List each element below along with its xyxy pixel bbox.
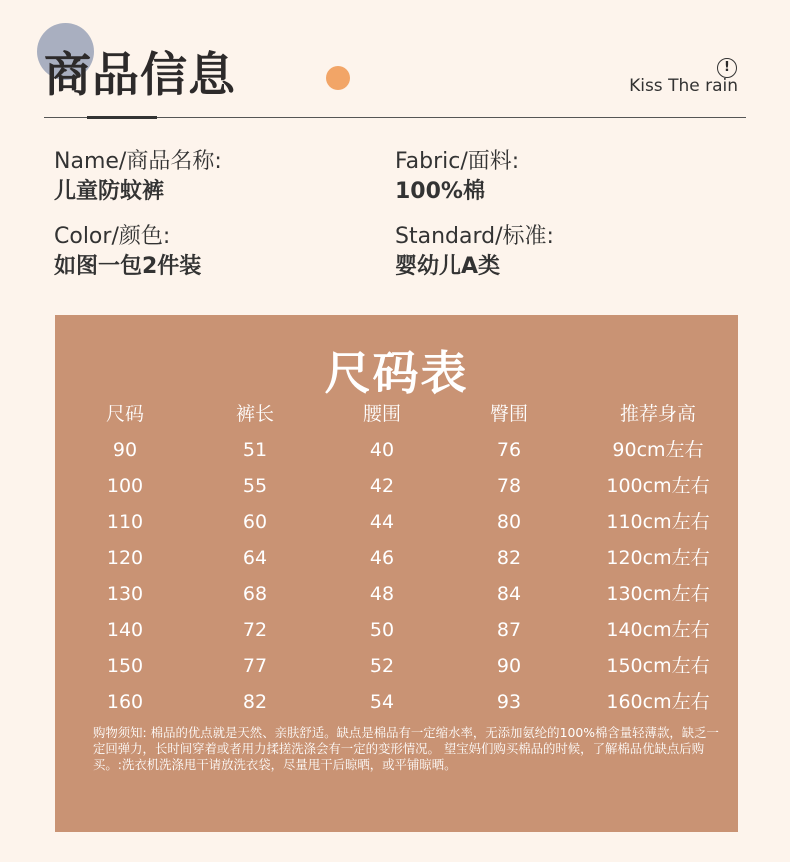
cell-height: 100cm左右 <box>606 475 710 497</box>
cell-height: 140cm左右 <box>606 619 710 641</box>
cell-size: 110 <box>106 511 144 533</box>
cell-pants-length: 64 <box>242 547 268 569</box>
cell-pants-length: 72 <box>242 619 268 641</box>
table-row <box>55 545 738 581</box>
cell-height: 120cm左右 <box>606 547 710 569</box>
cell-size: 90 <box>112 439 138 461</box>
page-title: 商品信息 <box>44 48 236 103</box>
cell-pants-length: 55 <box>242 475 268 497</box>
cell-hip: 78 <box>496 475 522 497</box>
header-height: 推荐身高 <box>619 403 696 425</box>
cell-waist: 40 <box>369 439 395 461</box>
color-label: Color/颜色: <box>54 224 171 249</box>
standard-label: Standard/标准: <box>395 224 554 249</box>
info-icon: ! <box>717 58 737 78</box>
header-divider-accent <box>87 116 157 119</box>
cell-size: 140 <box>106 619 144 641</box>
cell-pants-length: 77 <box>242 655 268 677</box>
table-row <box>55 689 738 725</box>
cell-height: 90cm左右 <box>612 439 704 461</box>
table-row <box>55 617 738 653</box>
standard-value: 婴幼儿A类 <box>395 254 501 279</box>
cell-height: 150cm左右 <box>606 655 710 677</box>
header-size: 尺码 <box>105 403 144 425</box>
cell-hip: 90 <box>496 655 522 677</box>
cell-size: 100 <box>106 475 144 497</box>
cell-waist: 46 <box>369 547 395 569</box>
name-value: 儿童防蚊裤 <box>54 179 165 204</box>
cell-waist: 48 <box>369 583 395 605</box>
cell-hip: 84 <box>496 583 522 605</box>
cell-hip: 76 <box>496 439 522 461</box>
table-row <box>55 437 738 473</box>
decorative-orange-dot <box>326 66 350 90</box>
header-pants-length: 裤长 <box>235 403 274 425</box>
brand-text: Kiss The rain <box>629 76 738 96</box>
cell-waist: 52 <box>369 655 395 677</box>
cell-hip: 93 <box>496 691 522 713</box>
header-waist: 腰围 <box>362 403 401 425</box>
table-row <box>55 653 738 689</box>
cell-size: 130 <box>106 583 144 605</box>
cell-height: 160cm左右 <box>606 691 710 713</box>
table-row <box>55 473 738 509</box>
table-row <box>55 509 738 545</box>
shopping-notice: 购物须知: 棉品的优点就是天然、亲肤舒适。缺点是棉品有一定缩水率，无添加氨纶的100%棉含量轻薄款，缺乏一定回弹力，长时间穿着或者用力揉搓洗涤会有一定的变形情况。 望宝妈们购买棉品的时候，了解棉品优缺点后购买。:洗衣机洗涤甩干请放洗衣袋，尽量甩干后晾晒，或平铺晾晒。 <box>93 725 719 772</box>
color-value: 如图一包2件装 <box>54 254 202 279</box>
cell-hip: 80 <box>496 511 522 533</box>
cell-waist: 50 <box>369 619 395 641</box>
size-table <box>55 401 738 725</box>
table-row <box>55 581 738 617</box>
header-hip: 臀围 <box>489 403 528 425</box>
cell-height: 110cm左右 <box>606 511 710 533</box>
cell-pants-length: 68 <box>242 583 268 605</box>
size-chart-panel <box>55 315 738 832</box>
cell-pants-length: 60 <box>242 511 268 533</box>
info-fabric <box>395 147 519 207</box>
info-standard <box>395 222 554 282</box>
cell-hip: 87 <box>496 619 522 641</box>
cell-waist: 44 <box>369 511 395 533</box>
cell-waist: 42 <box>369 475 395 497</box>
table-header-row <box>55 401 738 437</box>
cell-hip: 82 <box>496 547 522 569</box>
cell-waist: 54 <box>369 691 395 713</box>
cell-height: 130cm左右 <box>606 583 710 605</box>
cell-size: 150 <box>106 655 144 677</box>
name-label: Name/商品名称: <box>54 149 222 174</box>
cell-pants-length: 51 <box>242 439 268 461</box>
cell-pants-length: 82 <box>242 691 268 713</box>
info-name <box>54 147 222 207</box>
cell-size: 120 <box>106 547 144 569</box>
info-color <box>54 222 201 282</box>
cell-size: 160 <box>106 691 144 713</box>
size-chart-title: 尺码表 <box>324 346 469 400</box>
fabric-label: Fabric/面料: <box>395 149 520 174</box>
fabric-value: 100%棉 <box>395 179 485 204</box>
